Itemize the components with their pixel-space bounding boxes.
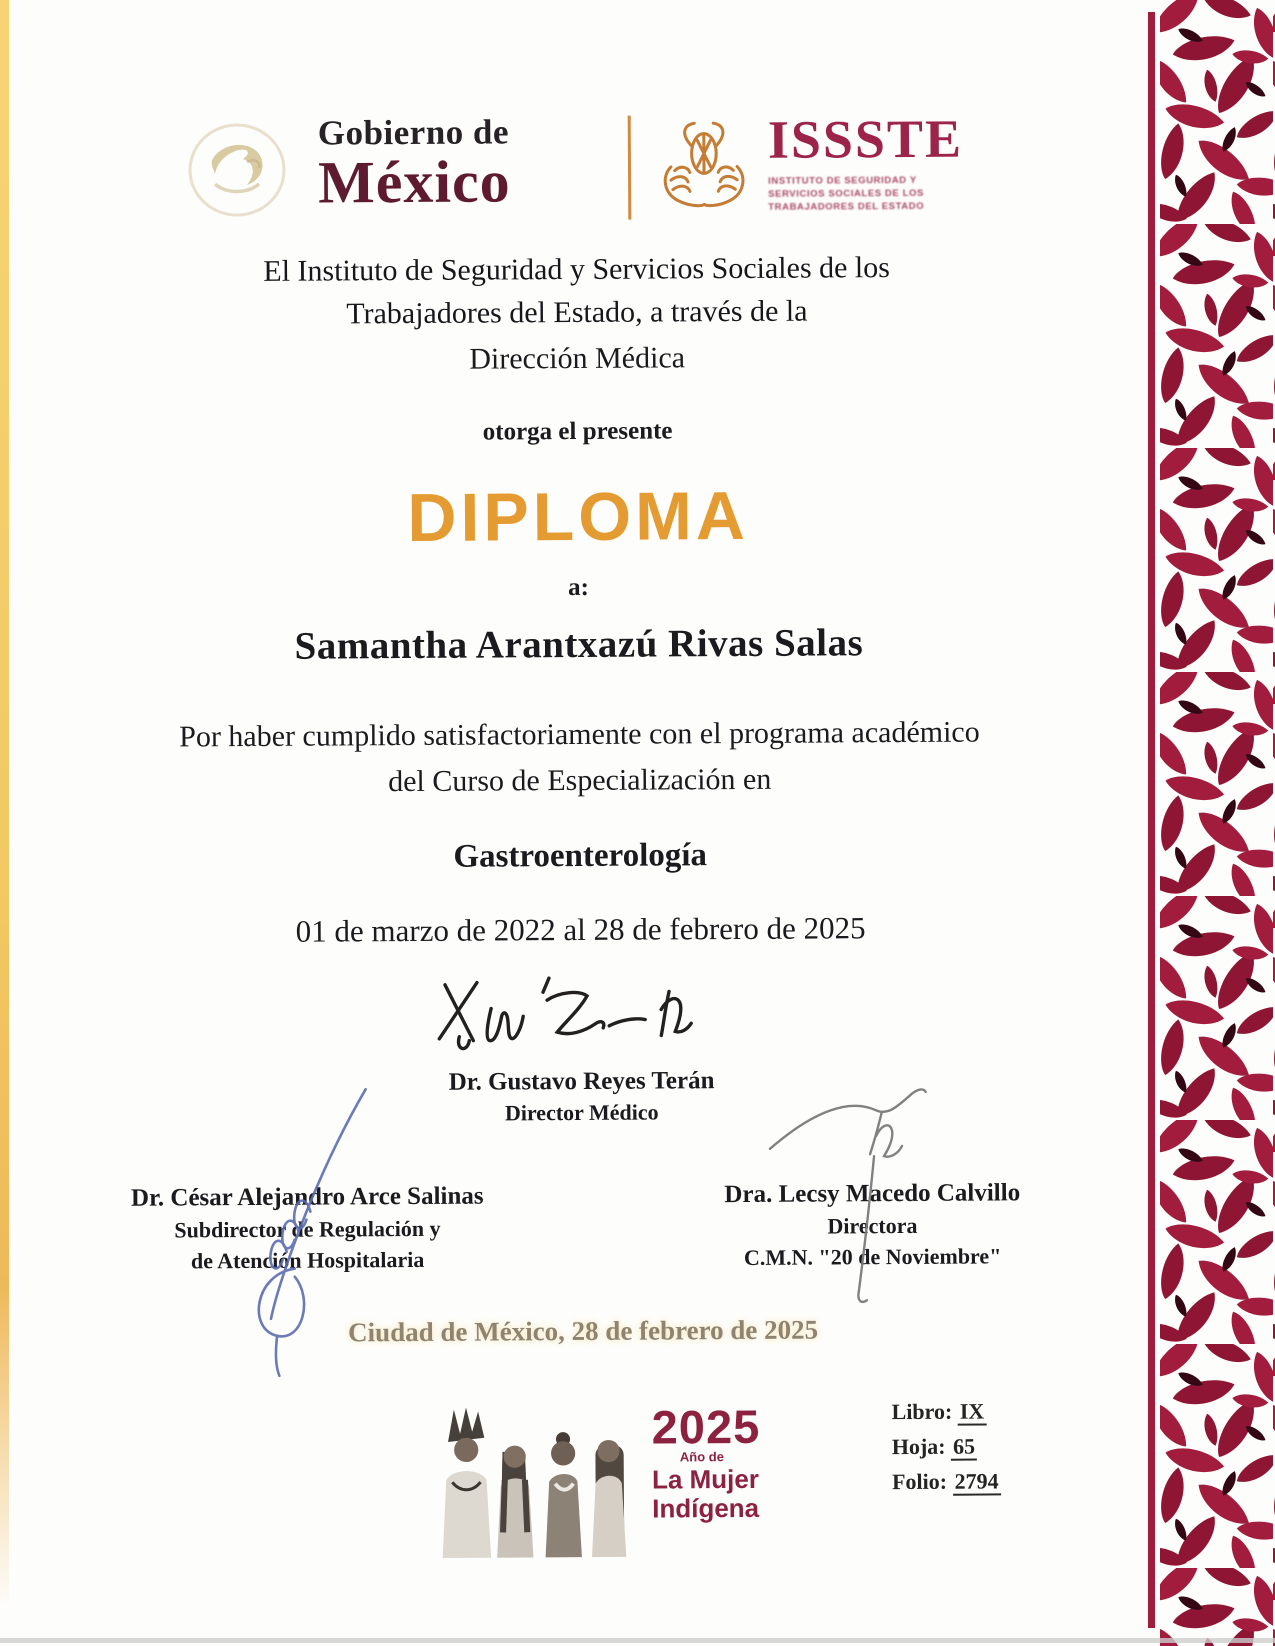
place-date: Ciudad de México, 28 de febrero de 2025	[348, 1314, 819, 1348]
women-portraits-image	[422, 1400, 645, 1559]
direccion-medica: Dirección Médica	[469, 341, 686, 376]
year-2025: 2025	[651, 1399, 761, 1454]
registry-row-folio: Folio: 2794	[892, 1463, 1092, 1499]
year-line1: La Mujer	[651, 1463, 760, 1495]
gobierno-line2: México	[317, 148, 511, 216]
subdirector-title-2: de Atención Hospitalaria	[190, 1246, 425, 1274]
mexico-eagle-icon	[176, 112, 299, 231]
logo-divider	[628, 116, 632, 220]
a-label: a:	[568, 573, 590, 602]
issste-hands-icon	[652, 115, 757, 220]
signature-directora	[764, 1076, 977, 1315]
course-period: 01 de marzo de 2022 al 28 de febrero de 2025	[295, 910, 866, 949]
subdirector-name: Dr. César Alejandro Arce Salinas	[130, 1182, 484, 1212]
hoja-value: 65	[951, 1434, 977, 1461]
registry-block	[891, 1393, 1092, 1499]
year-prefix: Año de	[679, 1449, 724, 1465]
diploma-title: DIPLOMA	[407, 477, 750, 557]
directora-name: Dra. Lecsy Macedo Calvillo	[724, 1179, 1021, 1209]
institution-text: El Instituto de Seguridad y Servicios Sociales de los Trabajadores del Estado, a través de la	[263, 251, 890, 331]
bottom-edge-line	[0, 1638, 1275, 1643]
registry-row-hoja: Hoja: 65	[892, 1428, 1092, 1464]
program-text: Por haber cumplido satisfactoriamente con el programa académico del Curso de Especialización en	[179, 715, 980, 799]
issste-tagline: INSTITUTO DE SEGURIDAD Y SERVICIOS SOCIALES DE LOS TRABAJADORES DEL ESTADO	[768, 174, 925, 213]
issste-logo	[767, 108, 1049, 214]
issste-acronym: ISSSTE	[767, 108, 964, 170]
year-2025-logo	[651, 1399, 803, 1524]
registry-row-libro: Libro: IX	[891, 1393, 1091, 1429]
gobierno-line1: Gobierno de	[317, 112, 510, 153]
folio-value: 2794	[952, 1468, 1000, 1495]
year-line2: Indígena	[652, 1492, 760, 1524]
director-name: Dr. Gustavo Reyes Terán	[448, 1067, 715, 1096]
specialty-name: Gastroenterología	[453, 837, 708, 875]
recipient-name: Samantha Arantxazú Rivas Salas	[294, 621, 864, 668]
signature-director-medico	[429, 969, 722, 1067]
libro-value: IX	[958, 1398, 987, 1425]
director-title: Director Médico	[504, 1099, 659, 1126]
gobierno-logo	[317, 112, 639, 216]
right-ornamental-border	[1160, 0, 1275, 1646]
signature-subdirector	[224, 1083, 378, 1382]
header-logos	[56, 105, 1057, 241]
subdirector-title-1: Subdirector de Regulación y	[174, 1215, 441, 1243]
directora-org: C.M.N. "20 de Noviembre"	[743, 1243, 1002, 1270]
otorga-text: otorga el presente	[482, 417, 673, 446]
directora-title: Directora	[827, 1212, 918, 1239]
